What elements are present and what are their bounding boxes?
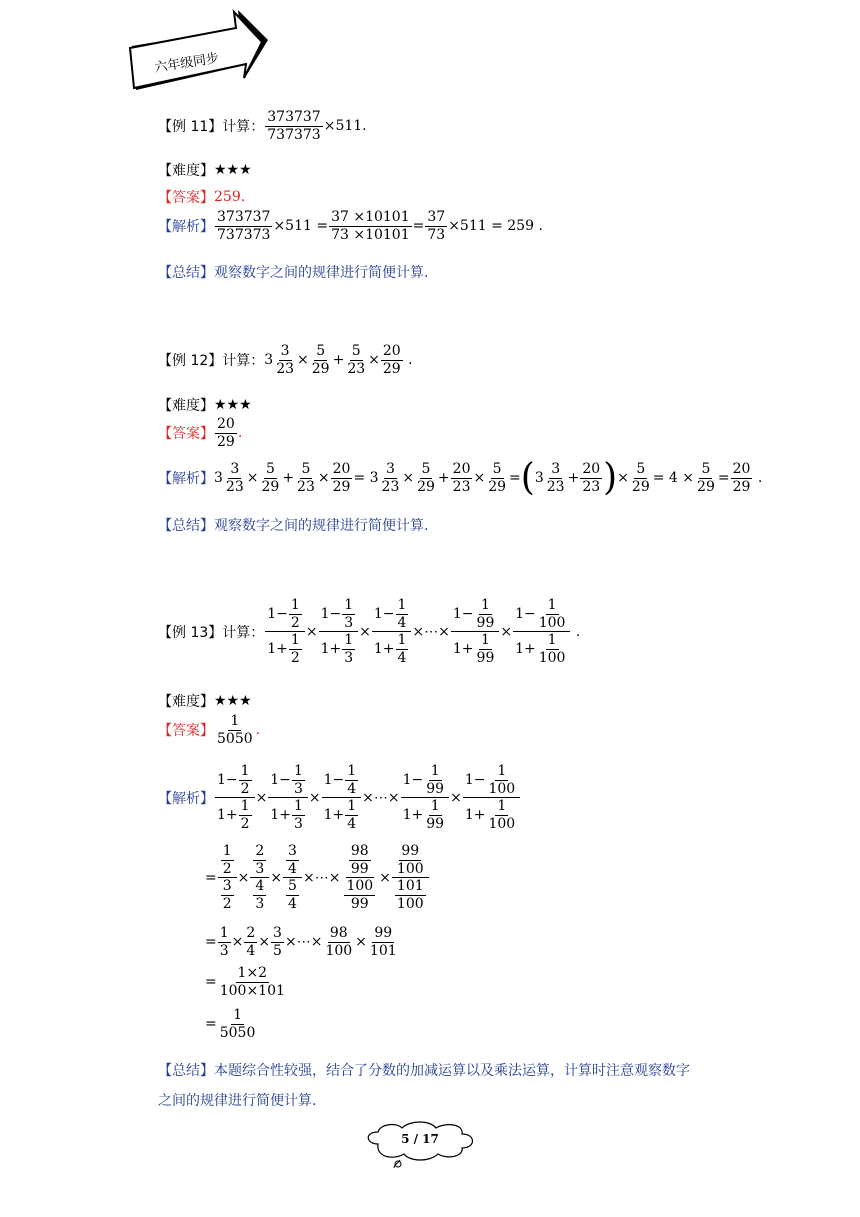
- header-badge: [128, 8, 268, 92]
- ex13-step1: = $\frac{1}{2}$ $\frac{3}{2}$ × $\frac{2}{3}$ $\frac{4}{3}$ × $\frac{3}{4}$ $\frac{5}{4}$ ×⋯× $\frac{98}{99}$ $\frac{100}{99}$ × $\frac{99}{100}$ $\frac{101}{100}$: [205, 844, 430, 912]
- ex11-summary: 【总结】 观察数字之间的规律进行简便计算.: [158, 265, 429, 281]
- ex13-analysis: 【解析】 1− $\frac{1}{2}$ 1+ $\frac{1}{2}$ × 1− $\frac{1}{3}$ 1+ $\frac{1}{3}$ × 1− $\frac{1}{4}$ 1+ $\frac{1}{4}$ ×⋯× 1− $\frac{1}{99}$ 1+ $\frac{1}{99}$ × 1− $\frac{1}{100}$ 1+ $\frac{1}{100}$: [158, 764, 521, 832]
- ex13-step4: = 1 5050: [205, 1007, 256, 1041]
- page-number: 5 / 17: [401, 1132, 439, 1146]
- page-number-cloud: [360, 1120, 480, 1170]
- ex12-difficulty: 【难度】 ★★★: [158, 397, 252, 414]
- ex13-step2: = 1 3 × 2 4 × 3 5 ×⋯× 98 100 × 99 101: [205, 925, 397, 959]
- ex12-analysis: 【解析】 3 3 23 × 5 29 + 5 23 × 20 29 = 3 3 23 × 5 29 + 20 23 × 5 29 = ( 3 3 23 + 20 23 ) × 5 29 = 4 × 5 29 = 20 29 .: [158, 455, 763, 499]
- ex12-answer: 【答案】 20 29 .: [158, 416, 243, 450]
- ex12-summary: 【总结】 观察数字之间的规律进行简便计算.: [158, 518, 429, 534]
- ex13-summary: 【总结】本题综合性较强，结合了分数的加减运算以及乘法运算，计算时注意观察数字 之间的规律进行简便计算.: [158, 1063, 690, 1109]
- ex12-question: 【例 12】 计算： 3 3 23 × 5 29 + 5 23 × 20 29 .: [158, 343, 413, 377]
- ex11-analysis: 【解析】 $\frac{373737}{737373}$ ×511 = $\frac{37 \times 10101}{73 \times 10101}$ = $\frac{37}{73}$ ×511 = 259 .: [158, 209, 543, 243]
- ex11-answer: 【答案】 259.: [158, 189, 246, 206]
- ex13-difficulty: 【难度】 ★★★: [158, 693, 252, 710]
- ex13-question: 【例 13】 计算： 1− $\frac{1}{2}$ 1+ $\frac{1}{2}$ × 1− $\frac{1}{3}$ 1+ $\frac{1}{3}$ × 1− $\frac{1}{4}$ 1+ $\frac{1}{4}$ ×⋯× 1− $\frac{1}{99}$ 1+ $\frac{1}{99}$ × 1− $\frac{1}{100}$ 1+ $\frac{1}{100}$ .: [158, 597, 581, 667]
- badge-label: 六年级同步: [153, 50, 221, 76]
- ex11-difficulty: 【难度】 ★★★: [158, 162, 252, 179]
- ex13-step3: = 1×2 100×101: [205, 965, 285, 999]
- ex13-answer: 【答案】 1 5050 .: [158, 713, 261, 747]
- ex11-question: 【例 11】 计算： $\frac{373737}{737373}$ ×511 .: [158, 109, 367, 143]
